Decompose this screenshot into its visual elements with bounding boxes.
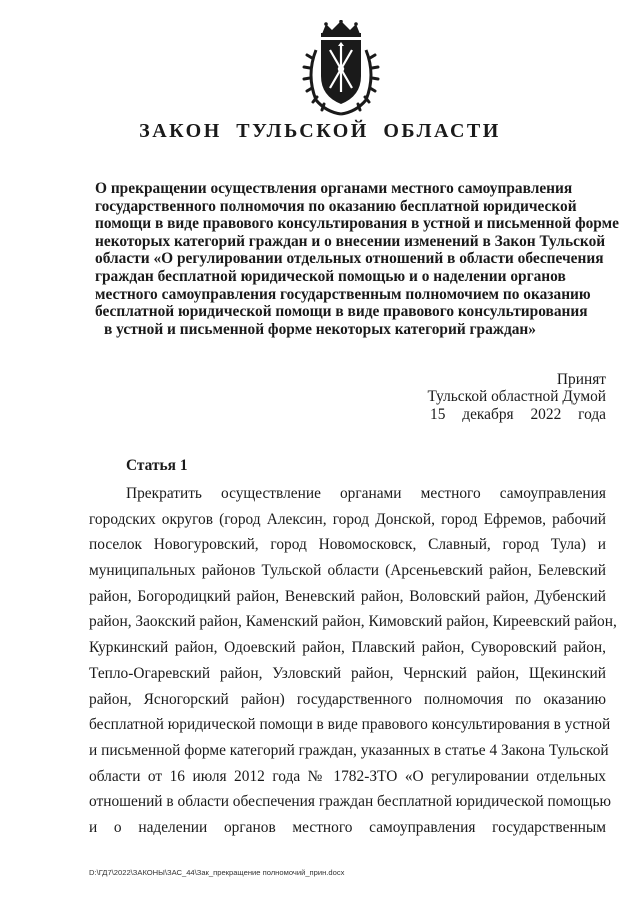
adopted-by: Тульской областной Думой xyxy=(427,388,606,406)
article-line: отношений в области обеспечения граждан бесплатной юридической помощью xyxy=(89,793,612,811)
adoption-year: 2022 xyxy=(530,405,562,423)
subject-line: в устной и письменной форме некоторых категорий граждан» xyxy=(103,320,536,338)
subject-line: О прекращении осуществления органами местного самоуправления xyxy=(95,180,573,197)
subject-line: граждан бесплатной юридической помощью и о наделении органов xyxy=(95,267,566,285)
article-line: Прекратить осуществление органами местного самоуправления xyxy=(126,485,606,502)
article-line: Куркинский район, Одоевский район, Плавский район, Суворовский район, xyxy=(89,639,606,657)
subject-line: области «О регулировании отдельных отношений в области обеспечения xyxy=(95,250,604,268)
article-line: район, Ясногорский район) государственного полномочия по оказанию xyxy=(89,690,606,708)
article-line: бесплатной юридической помощи в виде правового консультирования в устной xyxy=(89,716,611,734)
adoption-month: декабря xyxy=(462,405,514,423)
article-line: Тепло-Огаревский район, Узловский район, Чернский район, Щекинский xyxy=(89,664,606,682)
coat-of-arms-icon xyxy=(302,20,380,116)
adopted-label: Принят xyxy=(556,371,606,388)
article-line: области от 16 июля 2012 года № 1782-ЗТО «О регулировании отдельных xyxy=(89,767,606,785)
article-body xyxy=(89,481,617,841)
adoption-block xyxy=(420,371,606,423)
subject-line: некоторых категорий граждан и о внесении изменений в Закон Тульской xyxy=(95,232,606,250)
article-heading: Статья 1 xyxy=(126,457,188,474)
adoption-year-word: года xyxy=(578,405,606,423)
law-subject xyxy=(95,180,619,338)
subject-line: местного самоуправления государственным полномочием по оказанию xyxy=(95,285,591,303)
article-line: район, Заокский район, Каменский район, Кимовский район, Киреевский район, xyxy=(89,613,617,631)
subject-line: помощи в виде правового консультирования в устной и письменной форме xyxy=(95,215,619,233)
article-line: поселок Новогуровский, город Новомосковск, Славный, город Тула) и xyxy=(89,536,606,554)
subject-line: государственного полномочия по оказанию бесплатной юридической xyxy=(95,197,577,215)
article-line: район, Богородицкий район, Веневский район, Воловский район, Дубенский xyxy=(89,587,606,605)
subject-line: бесплатной юридической помощи в виде правового консультирования xyxy=(95,303,588,321)
article-line: городских округов (город Алексин, город Донской, город Ефремов, рабочий xyxy=(89,510,606,528)
article-line: муниципальных районов Тульской области (Арсеньевский район, Белевский xyxy=(89,562,606,580)
file-path-footer: D:\ГД7\2022\ЗАКОНЫ\ЗАС_44\Зак_прекращение полномочий_прин.docx xyxy=(89,868,345,877)
adoption-day: 15 xyxy=(430,405,446,423)
article-line: и о наделении органов местного самоуправления государственным xyxy=(89,818,606,836)
adoption-date xyxy=(420,406,606,423)
article-line: и письменной форме категорий граждан, указанных в статье 4 Закона Тульской xyxy=(89,741,609,759)
law-title: ЗАКОН ТУЛЬСКОЙ ОБЛАСТИ xyxy=(139,120,501,142)
